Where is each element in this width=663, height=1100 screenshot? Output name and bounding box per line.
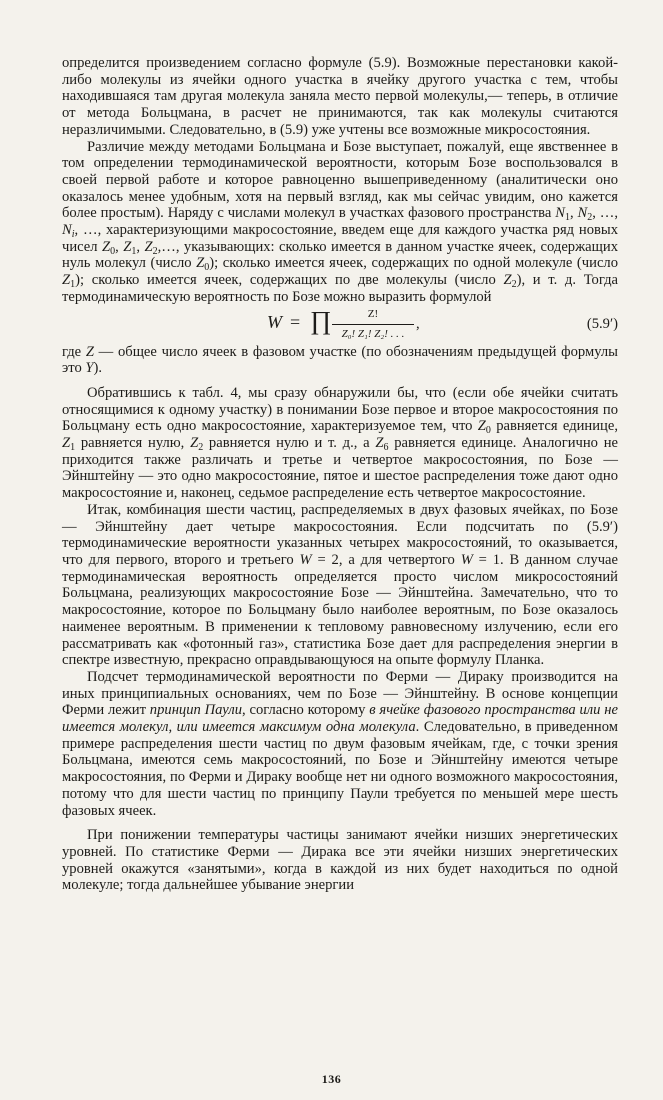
paragraph-2: Различие между методами Больцмана и Бозе выступает, пожалуй, еще явственнее в том определении термодинамической вероятности, которым Бозе воспользовался в своей первой работе и которое равноценно вышеприведенному (аналитически оно оказалось менее удобным, хотя на первый взгляд, как мы сейчас увидим, оно кажется более простым). Наряду с числами молекул в участках фазового пространства $N_1$, $N_2$, …, $N_i$, …, характеризующими макросостояние, введем еще для каждого участка ряд новых чисел $Z_0$, $Z_1$, $Z_2,\dots$, указывающих: сколько имеется в данном участке ячеек, содержащих нуль молекул (число $Z_0$); сколько имеется ячеек, содержащих по одной молекуле (число $Z_1$); сколько имеется ячеек, содержащих по две молекулы (число $Z_2$), и т. д. Тогда термодинамическую вероятность по Бозе можно выразить формулой bbox=[62, 138, 619, 305]
paragraph-1: определится произведением согласно формуле (5.9). Возможные перестановки какой-либо молекулы из ячейки одного участка в ячейку другого участка с тем, чтобы находившаяся там другая молекула заняла место первой молекулы,— теперь, в отличие от метода Больцмана, в расчет не принимаются, так как молекулы считаются неразличимыми. Следовательно, в (5.9) уже учтены все возможные микросостояния. bbox=[62, 55, 618, 138]
equation-number: (5.9′) bbox=[586, 315, 618, 332]
formula-comma: , bbox=[416, 315, 420, 332]
page-number: 136 bbox=[321, 1072, 342, 1086]
paragraph-6: Подсчет термодинамической вероятности по Ферми — Дираку производится на иных принципиальных основаниях, чем по Бозе — Эйнштейну. В основе концепции Ферми лежит принцип Паули, согласно которому в ячейке фазового пространства или не имеется молекул, или имеется максимум одна молекула. Следовательно, в приведенном примере распределения шести частиц по двум фазовым ячейкам, где, с точки зрения Больцмана, имеются семь макросостояний, по Бозе и Эйнштейну имеются четыре макросостояния, по Ферми и Дираку вообще нет ни одного возможного макросостояния, потому что для шести частиц по принципу Паули требуется по меньшей мере шесть фазовых ячеек. bbox=[62, 668, 618, 819]
paragraph-7: При понижении температуры частицы занимают ячейки низших энергетических уровней. По статистике Ферми — Дирака все эти ячейки низших энергетических уровней окажутся «занятыми», когда в каждой из них будет находиться по одной молекуле; тогда дальнейшее убывание энергии bbox=[62, 827, 618, 894]
product-symbol: ∏ bbox=[310, 305, 332, 335]
paragraph-3: где Z — общее число ячеек в фазовом участке (по обозначениям предыдущей формулы это Y). bbox=[62, 343, 618, 377]
formula-5-9-prime bbox=[62, 306, 618, 344]
formula-denominator: Z₀! Z₁! Z₂! . . . bbox=[341, 328, 405, 341]
formula-fraction bbox=[332, 306, 414, 343]
formula-equals: = bbox=[290, 311, 301, 332]
formula-lhs: W bbox=[267, 311, 282, 332]
page-text bbox=[62, 55, 618, 894]
paragraph-5: Итак, комбинация шести частиц, распределяемых в двух фазовых ячейках, по Бозе — Эйнштейну дает четыре макросостояния. Если подсчитать по (5.9′) термодинамические вероятности указанных четырех макросостояний, то оказывается, что для первого, второго и третьего W = 2, а для четвертого W = 1. В данном случае термодинамическая вероятность определяется просто числом микросостояний Больцмана, реализующих макросостояние Бозе — Эйнштейна. Замечательно, что то макросостояние, которое по Больцману было наиболее вероятным, по Бозе оказалось наименее вероятным. В применении к тепловому равновесному излучению, если его рассматривать как «фотонный газ», статистика Бозе дает для распределения энергии в спектре известную, прекрасно оправдывающуюся на опыте формулу Планка. bbox=[62, 501, 619, 669]
formula-numerator: Z! bbox=[332, 306, 414, 326]
paragraph-4: Обратившись к табл. 4, мы сразу обнаружили бы, что (если обе ячейки считать относящимися к одному участку) в понимании Бозе первое и второе макросостояния по Больцману есть одно макросостояние, характеризуемое тем, что $Z_0$ равняется единице, $Z_1$ равняется нулю, $Z_2$ равняется нулю и т. д., а $Z_6$ равняется единице. Аналогично не приходится также различать и третье и четвертое макросостояния, по Бозе — Эйнштейну — это одно макросостояние, пятое и шестое распределения тоже дают одно макросостояние и, наконец, седьмое распределение есть четвертое макросостояние. bbox=[62, 384, 618, 502]
